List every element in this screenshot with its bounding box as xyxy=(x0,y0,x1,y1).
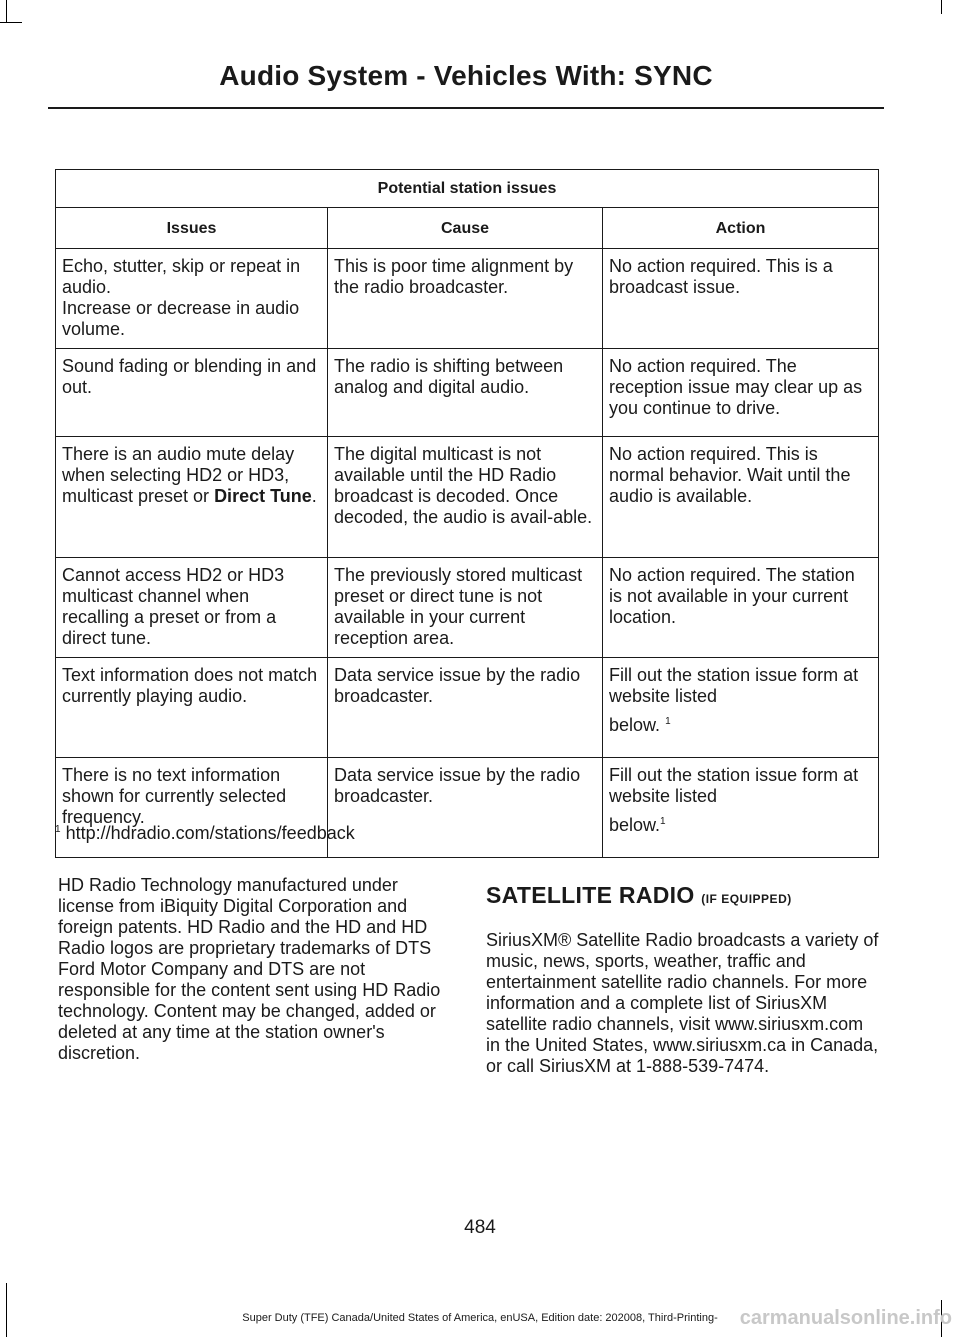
action-cell: No action required. The reception issue may clear up as you continue to drive. xyxy=(603,349,879,437)
section-qualifier: (IF EQUIPPED) xyxy=(701,892,792,906)
right-column xyxy=(486,882,882,1077)
cause-cell: The radio is shifting between analog and digital audio. xyxy=(328,349,603,437)
table-row xyxy=(56,658,879,758)
cause-cell: Data service issue by the radio broadcaster. xyxy=(328,758,603,858)
action-cell: No action required. The station is not available in your current location. xyxy=(603,558,879,658)
action-text: below. xyxy=(609,715,661,735)
action-cell: No action required. This is normal behavior. Wait until the audio is available. xyxy=(603,437,879,558)
table-caption: Potential station issues xyxy=(56,170,879,208)
action-cell xyxy=(603,758,879,858)
footnote-marker: 1 xyxy=(55,824,61,835)
column-header-action: Action xyxy=(603,208,879,249)
issue-cell xyxy=(56,249,328,349)
footnote-url: http://hdradio.com/stations/feedback xyxy=(60,823,355,843)
issue-text: There is an audio mute delay when selecting HD2 or HD3, multicast preset or xyxy=(62,444,295,506)
action-cell: No action required. This is a broadcast issue. xyxy=(603,249,879,349)
footnote-marker: 1 xyxy=(660,816,666,827)
cause-cell: This is poor time alignment by the radio broadcaster. xyxy=(328,249,603,349)
page-number: 484 xyxy=(464,1217,496,1238)
action-text: Fill out the station issue form at website listed xyxy=(609,765,859,806)
hd-radio-paragraph: HD Radio Technology manufactured under license from iBiquity Digital Corporation and foreign patents. HD Radio and the HD and HD Radio logos are proprietary trademarks of DTS Ford Motor Company and DTS are not responsible for the content sent using HD Radio technology. Content may be changed, added or deleted at any time at the station owner's discretion. xyxy=(58,875,441,1063)
issue-cell: Sound fading or blending in and out. xyxy=(56,349,328,437)
issue-text: Echo, stutter, skip or repeat in audio. xyxy=(62,256,301,297)
cause-cell: The digital multicast is not available until the HD Radio broadcast is decoded. Once decoded, the audio is avail-able. xyxy=(328,437,603,558)
station-issues-table xyxy=(55,169,879,858)
column-header-issues: Issues xyxy=(56,208,328,249)
edition-line: Super Duty (TFE) Canada/United States of America, enUSA, Edition date: 202008, Third-Printing- xyxy=(242,1312,718,1324)
page-title: Audio System - Vehicles With: SYNC xyxy=(219,60,713,91)
watermark: carmanualsonline.info xyxy=(739,1307,952,1329)
footnote-marker: 1 xyxy=(665,716,671,727)
issue-text: Increase or decrease in audio volume. xyxy=(62,298,300,339)
crop-mark xyxy=(941,0,942,14)
crop-mark xyxy=(6,0,7,22)
header-rule xyxy=(48,107,884,109)
issue-text: . xyxy=(311,486,317,506)
action-text: Fill out the station issue form at website listed xyxy=(609,665,859,706)
cause-cell: Data service issue by the radio broadcaster. xyxy=(328,658,603,758)
issue-cell: Text information does not match currently playing audio. xyxy=(56,658,328,758)
table-row xyxy=(56,437,879,558)
satellite-radio-paragraph: SiriusXM® Satellite Radio broadcasts a variety of music, news, sports, weather, traffic and entertainment satellite radio channels. For more information and a complete list of SiriusXM satellite radio channels, visit www.siriusxm.com in the United States, www.siriusxm.ca in Canada, or call SiriusXM at 1-888-539-7474. xyxy=(486,930,879,1076)
left-column xyxy=(58,875,450,1064)
table-row xyxy=(56,249,879,349)
cause-cell: The previously stored multicast preset or direct tune is not available in your current reception area. xyxy=(328,558,603,658)
table-footnote xyxy=(55,823,355,844)
issue-cell: Cannot access HD2 or HD3 multicast channel when recalling a preset or from a direct tune. xyxy=(56,558,328,658)
table-row xyxy=(56,349,879,437)
direct-tune-term: Direct Tune xyxy=(214,486,312,506)
column-header-cause: Cause xyxy=(328,208,603,249)
issue-cell xyxy=(56,437,328,558)
table-row xyxy=(56,558,879,658)
crop-mark xyxy=(0,22,22,23)
action-cell xyxy=(603,658,879,758)
crop-mark xyxy=(6,1283,7,1337)
issue-cell: There is no text information shown for currently selected frequency. xyxy=(56,758,328,858)
action-text: below. xyxy=(609,815,661,835)
section-title xyxy=(486,882,882,910)
satellite-radio-heading: SATELLITE RADIO xyxy=(486,882,695,908)
